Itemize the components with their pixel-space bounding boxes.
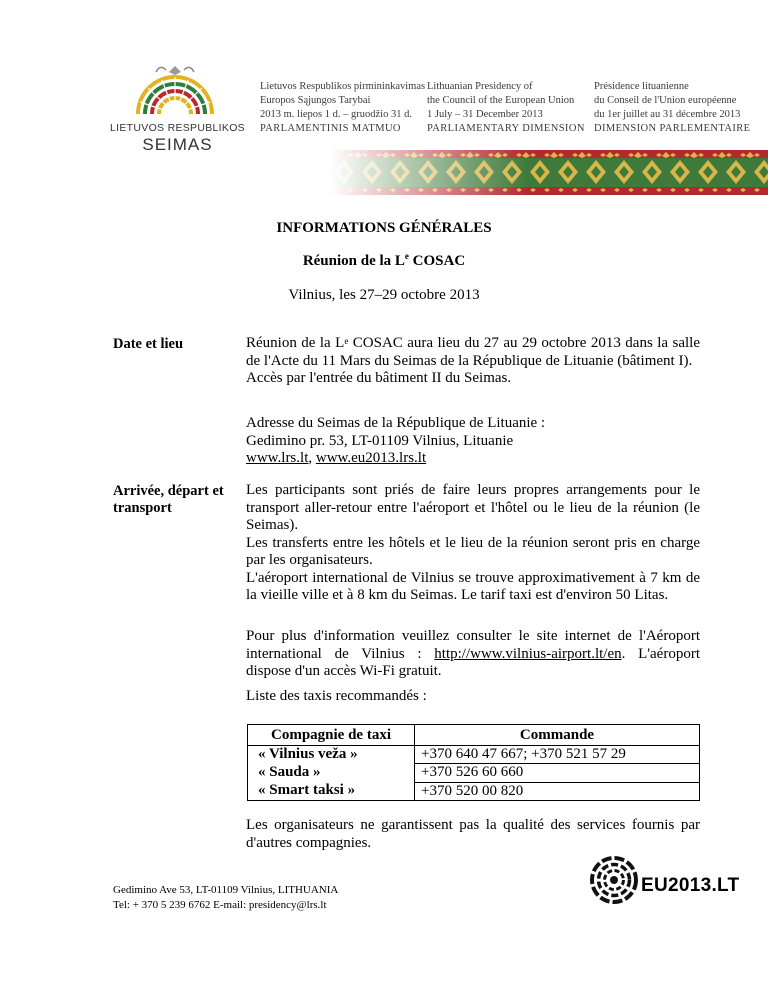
- taxi-phone: +370 640 47 667; +370 521 57 29: [415, 745, 700, 764]
- section-date-lieu-text: [246, 335, 700, 388]
- transport-p2: Les transferts entre les hôtels et le lieu de la réunion seront pris en charge par les organisateurs.: [246, 534, 700, 568]
- table-row: [248, 782, 700, 801]
- document-title: INFORMATIONS GÉNÉRALES: [276, 220, 492, 236]
- link-separator: ,: [308, 450, 316, 466]
- link-vilnius-airport[interactable]: http://www.vilnius-airport.lt/en: [434, 645, 622, 662]
- header-fr-line2: du Conseil de l'Union européenne: [594, 95, 737, 106]
- taxi-table: [247, 724, 700, 801]
- subtitle-suffix: COSAC: [408, 253, 466, 269]
- eu2013-logo-text: EU2013.LT: [641, 875, 740, 896]
- footer-contact: [113, 883, 338, 913]
- header-en-line3: 1 July – 31 December 2013: [427, 109, 543, 120]
- address-links: [246, 450, 700, 468]
- place-dates: Vilnius, les 27–29 octobre 2013: [288, 287, 480, 303]
- date-lieu-access: Accès par l'entrée du bâtiment II du Seimas.: [246, 370, 512, 386]
- header-fr-line1: Présidence lituanienne: [594, 81, 689, 92]
- header-lt-line2: Europos Sąjungos Tarybai: [260, 95, 371, 106]
- eu2013-logo-icon: [590, 856, 638, 904]
- seimas-wordmark-line2: SEIMAS: [142, 135, 213, 154]
- address-line: Gedimino pr. 53, LT-01109 Vilnius, Lituanie: [246, 432, 514, 449]
- taxi-table-header: [248, 725, 700, 746]
- header-lt-line3: 2013 m. liepos 1 d. – gruodžio 31 d.: [260, 109, 412, 120]
- link-lrs[interactable]: www.lrs.lt: [246, 450, 309, 466]
- seimas-wordmark: [105, 122, 250, 155]
- transport-label-line1: Arrivée, départ et: [113, 483, 224, 499]
- date-lieu-prefix: Réunion de la L: [246, 335, 345, 351]
- taxi-company: « Sauda »: [248, 764, 415, 783]
- airport-info-prefix: Pour plus d'information veuillez consulter le site internet de l'Aéroport international de Vilnius :: [246, 628, 700, 662]
- date-lieu-rest: COSAC aura lieu du 27 au 29 octobre 2013 dans la salle de l'Acte du 11 Mars du Seimas de la République de Lituanie (bâtiment I).: [246, 335, 700, 369]
- section-transport-text: [246, 482, 700, 605]
- woven-band-decoration: [330, 150, 768, 195]
- table-row: [248, 745, 700, 764]
- taxi-phone: +370 520 00 820: [415, 782, 700, 801]
- taxi-phone: +370 526 60 660: [415, 764, 700, 783]
- address-block: [246, 415, 700, 468]
- table-row: [248, 764, 700, 783]
- airport-info-suffix: . L'aéroport dispose d'un accès Wi-Fi gratuit.: [246, 645, 700, 679]
- transport-p3: L'aéroport international de Vilnius se trouve approximativement à 7 km de la vieille ville et à 8 km du Seimas. Le tarif taxi est d'environ 50 Litas.: [246, 569, 700, 603]
- header-en-line1: Lithuanian Presidency of: [427, 81, 533, 92]
- address-title: Adresse du Seimas de la République de Lituanie :: [246, 415, 546, 431]
- seimas-emblem-icon: [130, 62, 220, 120]
- disclaimer: Les organisateurs ne garantissent pas la qualité des services fournis par d'autres compagnies.: [246, 817, 700, 851]
- taxi-company: « Vilnius veža »: [248, 745, 415, 764]
- document-subtitle: [0, 253, 768, 270]
- date-lieu-paragraph: [246, 335, 700, 370]
- transport-label-line2: transport: [113, 500, 172, 516]
- header-fr-line3: du 1er juillet au 31 décembre 2013: [594, 109, 741, 120]
- header-column-fr: [594, 80, 754, 136]
- link-eu2013-lrs[interactable]: www.eu2013.lrs.lt: [315, 450, 427, 466]
- section-label-transport: [113, 483, 224, 517]
- taxi-company: « Smart taksi »: [248, 782, 415, 801]
- subtitle-prefix: Réunion de la L: [302, 253, 405, 269]
- seimas-wordmark-line1: LIETUVOS RESPUBLIKOS: [110, 122, 245, 134]
- taxi-list-title: Liste des taxis recommandés :: [246, 688, 427, 704]
- header-lt-line1: Lietuvos Respublikos pirmininkavimas: [260, 81, 426, 92]
- taxi-header-order: Commande: [415, 725, 700, 746]
- transport-p1: Les participants sont priés de faire leurs propres arrangements pour le transport aller-retour entre l'aéroport et l'hôtel ou le lieu de la réunion (le Seimas).: [246, 482, 700, 533]
- section-label-date-lieu: Date et lieu: [113, 336, 184, 352]
- subtitle-sup: e: [404, 251, 409, 261]
- header-fr-dimension: DIMENSION PARLEMENTAIRE: [594, 123, 751, 134]
- footer-address: Gedimino Ave 53, LT-01109 Vilnius, LITHUANIA: [113, 884, 339, 896]
- taxi-header-company: Compagnie de taxi: [248, 725, 415, 746]
- header-column-lt: [260, 80, 426, 136]
- header-lt-dimension: PARLAMENTINIS MATMUO: [260, 123, 401, 134]
- airport-info: [246, 628, 700, 681]
- header-en-dimension: PARLIAMENTARY DIMENSION: [427, 123, 585, 134]
- header-column-en: [427, 80, 587, 136]
- header-en-line2: the Council of the European Union: [427, 95, 575, 106]
- footer-phone-email: Tel: + 370 5 239 6762 E-mail: presidency@lrs.lt: [113, 899, 327, 911]
- date-lieu-sup: e: [344, 336, 349, 346]
